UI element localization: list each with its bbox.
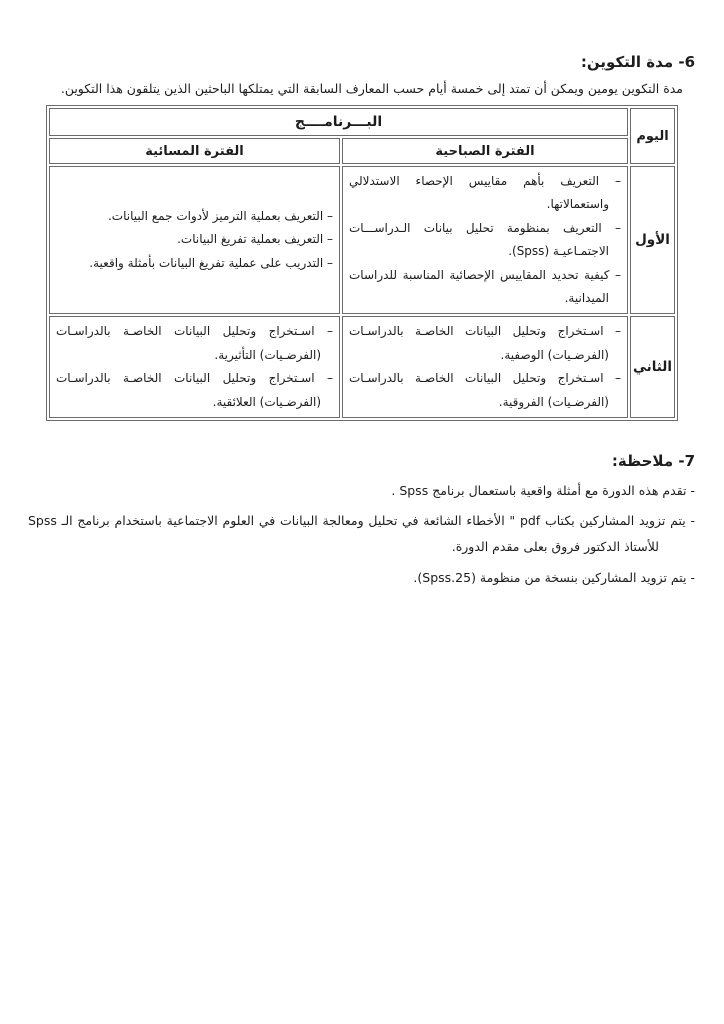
day2-morning-cell [342, 316, 628, 418]
note-item: - يتم تزويد المشاركين بنسخة من منظومة (Spss.25). [413, 569, 695, 585]
morning-period-header: الفترة الصباحية [342, 138, 628, 164]
section7-heading: 7- ملاحظة: [611, 451, 695, 470]
list-item: – كيفية تحديد المقاييس الإحصائية المناسبة للدراسات الميدانية. [349, 267, 621, 305]
list-item: – اسـتخراج وتحليل البيانات الخاصـة بالدراسـات (الفرضـيات) العلائقية. [56, 371, 333, 409]
list-item: – التدريب على عملية تفريغ البيانات بأمثلة واقعية. [89, 255, 333, 270]
list-item: – اسـتخراج وتحليل البيانات الخاصـة بالدراسـات (الفرضـيات) الفروقية. [349, 371, 621, 409]
note-item: - يتم تزويد المشاركين بكتاب pdf " الأخطاء الشائعة في تحليل ومعالجة البيانات في العلوم الاجتماعية باستخدام برنامج الـ Spss للأستاذ الدكتور فروق بعلى مقدم الدورة. [28, 513, 695, 555]
list-item: – التعريف بمنظومة تحليل بيانات الـدراســـات الاجتمـاعيـة (Spss). [349, 220, 621, 259]
day2-evening-cell [49, 316, 340, 418]
notes-list [28, 478, 695, 591]
table-row-day1 [49, 166, 675, 314]
section6-heading: 6- مدة التكوين: [580, 53, 695, 71]
list-item: – التعريف بأهم مقاييس الإحصاء الاستدلالي واستعمالاتها. [349, 174, 621, 212]
table-header-row-2 [49, 138, 675, 164]
table-header-row-1 [49, 108, 675, 136]
list-item: – التعريف بعملية الترميز لأدوات جمع البيانات. [107, 209, 333, 224]
note-item: - تقدم هذه الدورة مع أمثلة واقعية باستعمال برنامج Spss . [391, 482, 695, 498]
day-column-header: اليوم [630, 108, 675, 164]
day1-label: الأول [630, 166, 675, 314]
list-item: – اسـتخراج وتحليل البيانات الخاصـة بالدراسـات (الفرضـيات) الوصفية. [349, 324, 621, 362]
day2-label: الثاني [630, 316, 675, 418]
intro-paragraph: مدة التكوين يومين ويمكن أن تمتد إلى خمسة أيام حسب المعارف السابقة التي يمتلكها الباحثين الذين يتلقون هذا التكوين. [60, 81, 683, 96]
list-item: – اسـتخراج وتحليل البيانات الخاصـة بالدراسـات (الفرضـيات) التأثيرية. [56, 324, 333, 362]
day1-morning-cell [342, 166, 628, 314]
list-item: – التعريف بعملية تفريغ البيانات. [177, 232, 333, 247]
day1-evening-cell [49, 166, 340, 314]
evening-period-header: الفترة المسائية [49, 138, 340, 164]
program-header: البـــرنامــــج [49, 108, 628, 136]
program-table [46, 105, 678, 421]
table-row-day2 [49, 316, 675, 418]
